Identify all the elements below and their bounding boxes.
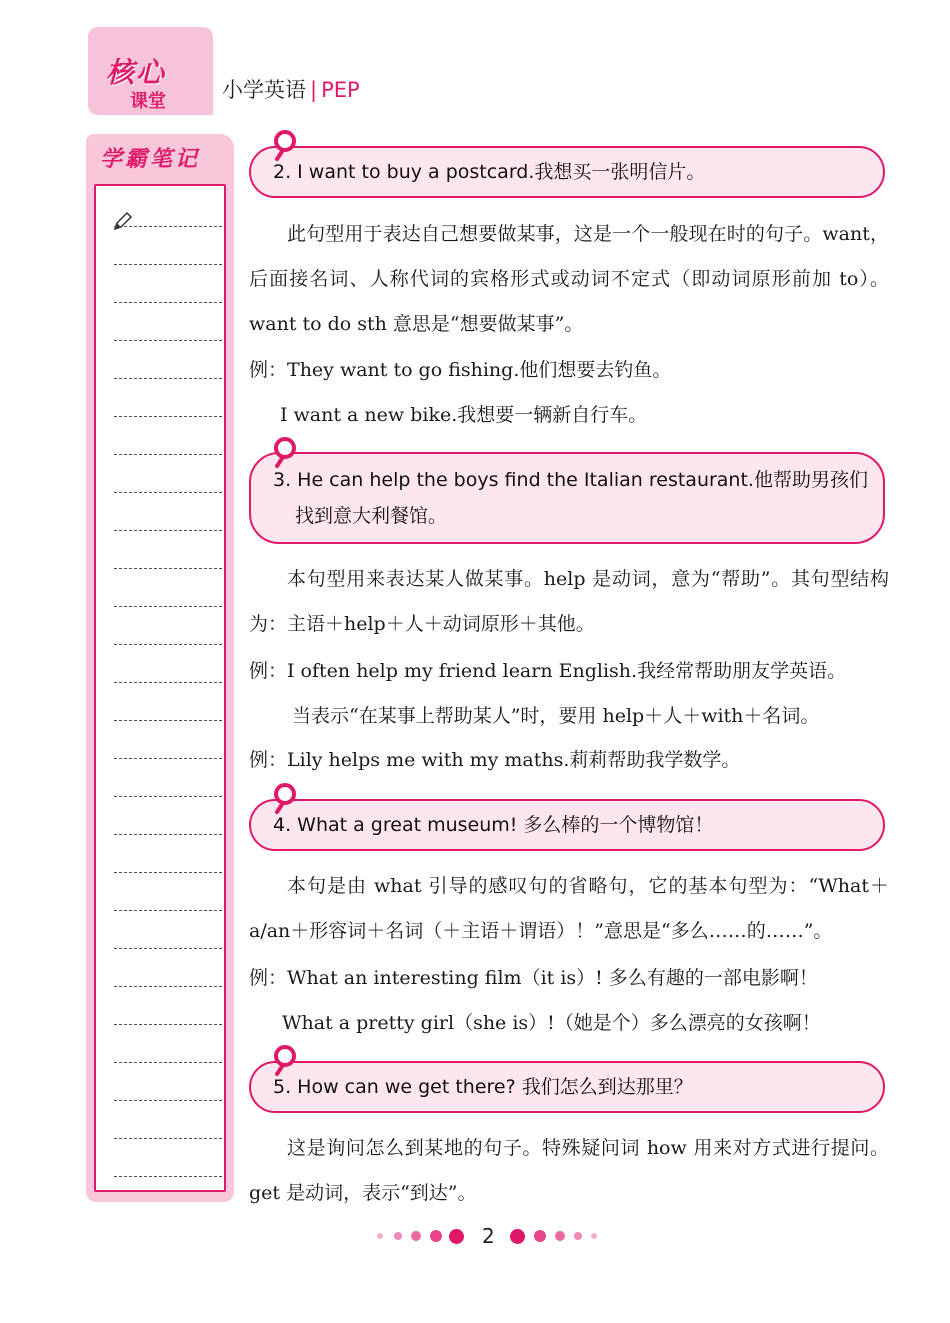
footer-dot (430, 1230, 442, 1242)
footer-dot (591, 1233, 597, 1239)
footer-dot (510, 1229, 525, 1244)
note-line (114, 1100, 222, 1101)
magnifier-icon (271, 435, 305, 469)
header-separator: | (310, 78, 318, 102)
section-3-example-1 (249, 656, 846, 683)
note-line (114, 644, 222, 645)
footer-dot (411, 1231, 421, 1241)
magnifier-icon (271, 1043, 305, 1077)
logo-main-text: 核心 (106, 56, 167, 89)
note-line (114, 796, 222, 797)
sidebar-title-tab (86, 134, 234, 178)
section-2-example-1 (249, 355, 671, 382)
section-3-heading (249, 452, 885, 544)
section-3-heading-text (273, 462, 871, 534)
footer-dot (449, 1229, 464, 1244)
note-line (114, 416, 222, 417)
note-line (114, 340, 222, 341)
note-line (114, 758, 222, 759)
example-text: Lily helps me with my maths.莉莉帮助我学数学。 (287, 749, 741, 771)
section-4-example-2: What a pretty girl（she is）!（她是个）多么漂亮的女孩啊！ (282, 1012, 821, 1034)
page-number: 2 (482, 1224, 495, 1248)
magnifier-icon (271, 781, 305, 815)
section-3-explanation: 本句型用来表达某人做某事。help 是动词，意为“帮助”。其句型结构为：主语＋help＋人＋动词原形＋其他。 (249, 568, 889, 635)
note-line (114, 1062, 222, 1063)
note-line (114, 264, 222, 265)
note-line (114, 378, 222, 379)
example-label: 例： (249, 967, 288, 989)
section-3-example-2 (249, 745, 740, 772)
note-line (114, 1138, 222, 1139)
note-line (114, 492, 222, 493)
section-3-heading-line-2: 找到意大利餐馆。 (295, 505, 448, 527)
section-2-heading-text: 2. I want to buy a postcard.我想买一张明信片。 (273, 161, 706, 183)
note-line (114, 530, 222, 531)
footer-dot (555, 1231, 565, 1241)
note-line (114, 720, 222, 721)
example-label: 例： (249, 359, 288, 381)
notes-area (94, 184, 226, 1192)
note-line (114, 834, 222, 835)
example-text: I often help my friend learn English.我经常帮助朋友学英语。 (287, 660, 847, 682)
example-text: What an interesting film（it is）! 多么有趣的一部电影啊！ (287, 967, 818, 989)
note-line (114, 454, 222, 455)
section-2-heading (249, 146, 885, 198)
note-line (114, 1024, 222, 1025)
note-line (114, 226, 222, 227)
note-line (114, 568, 222, 569)
section-3-note: 当表示“在某事上帮助某人”时，要用 help＋人＋with＋名词。 (292, 705, 820, 727)
section-4-example-1 (249, 963, 818, 990)
section-5-explanation: 这是询问怎么到某地的句子。特殊疑问词 how 用来对方式进行提问。get 是动词，表示“到达”。 (249, 1137, 889, 1204)
note-line (114, 682, 222, 683)
example-text: They want to go fishing.他们想要去钓鱼。 (287, 359, 672, 381)
section-2-example-2: I want a new bike.我想要一辆新自行车。 (280, 404, 648, 426)
footer-dot (377, 1233, 383, 1239)
section-4-explanation: 本句是由 what 引导的感叹句的省略句，它的基本句型为：“What＋a/an＋形容词＋名词（＋主语＋谓语）！”意思是“多么……的……”。 (249, 875, 889, 942)
footer-dot (534, 1230, 546, 1242)
note-line (114, 910, 222, 911)
note-line (114, 1176, 222, 1177)
note-line (114, 302, 222, 303)
magnifier-icon (271, 128, 305, 162)
footer-dot (574, 1232, 582, 1240)
note-line (114, 872, 222, 873)
sidebar-title: 学霸笔记 (100, 147, 201, 172)
footer-dot (394, 1232, 402, 1240)
note-line (114, 948, 222, 949)
logo-sub-text: 课堂 (130, 91, 166, 112)
example-label: 例： (249, 749, 288, 771)
subject-label: 小学英语 (222, 78, 306, 102)
note-line (114, 606, 222, 607)
section-4-heading-text: 4. What a great museum! 多么棒的一个博物馆！ (273, 814, 714, 836)
section-2-explanation: 此句型用于表达自己想要做某事，这是一个一般现在时的句子。want，后面接名词、人称代词的宾格形式或动词不定式（即动词原形前加 to）。want to do sth 意思是“想要做某事”。 (249, 223, 889, 335)
note-line (114, 986, 222, 987)
section-3-heading-line-1: 3. He can help the boys find the Italian restaurant.他帮助男孩们 (273, 469, 868, 491)
section-4-heading (249, 799, 885, 851)
notes-sidebar (86, 178, 234, 1202)
pencil-icon (112, 210, 134, 232)
book-header (222, 74, 360, 104)
section-5-heading-text: 5. How can we get there? 我们怎么到达那里？ (273, 1076, 693, 1098)
section-5-heading (249, 1061, 885, 1113)
edition-label: PEP (321, 78, 360, 102)
series-logo (88, 27, 213, 115)
example-label: 例： (249, 660, 288, 682)
